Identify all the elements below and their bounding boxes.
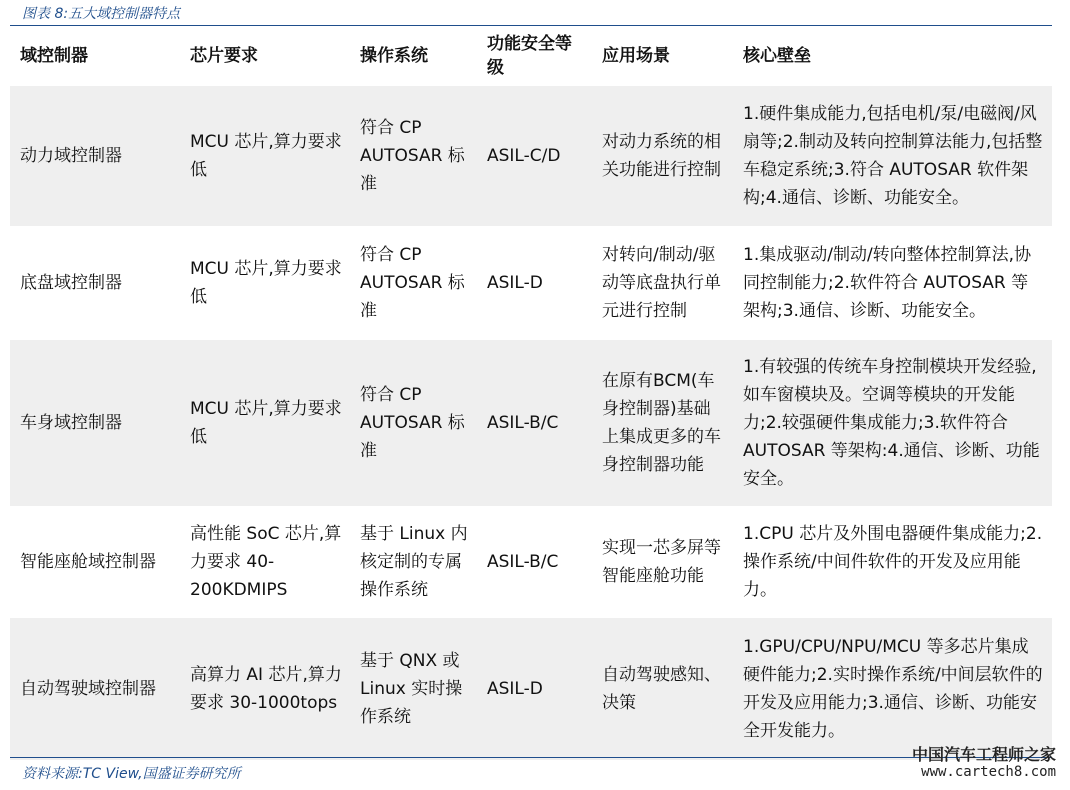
cell-barrier: 1.集成驱动/制动/转向整体控制算法,协同控制能力;2.软件符合 AUTOSAR 等架构;3.通信、诊断、功能安全。 [733, 226, 1052, 340]
domain-controller-table [10, 26, 1052, 760]
cell-os: 基于 Linux 内核定制的专属操作系统 [350, 506, 477, 618]
header-asil: 功能安全等级 [487, 34, 572, 78]
figure-caption: 图表 8:五大域控制器特点 [22, 6, 181, 22]
source-note: 资料来源:TC View,国盛证券研究所 [22, 766, 241, 782]
cell-os: 基于 QNX 或 Linux 实时操作系统 [350, 618, 477, 760]
cell-asil: ASIL-B/C [477, 340, 592, 506]
table-row [10, 340, 1052, 506]
watermark-name: 中国汽车工程师之家 [911, 745, 1056, 764]
cell-scenario: 自动驾驶感知、决策 [592, 618, 733, 760]
cell-barrier: 1.有较强的传统车身控制模块开发经验,如车窗模块及。空调等模块的开发能力;2.较强硬件集成能力;3.软件符合 AUTOSAR 等架构:4.通信、诊断、功能安全。 [733, 340, 1052, 506]
table-row [10, 618, 1052, 760]
table-row [10, 86, 1052, 226]
header-os: 操作系统 [360, 46, 428, 66]
header-scenario: 应用场景 [602, 46, 670, 66]
cell-scenario: 实现一芯多屏等智能座舱功能 [592, 506, 733, 618]
cell-barrier: 1.硬件集成能力,包括电机/泵/电磁阀/风扇等;2.制动及转向控制算法能力,包括整车稳定系统;3.符合 AUTOSAR 软件架构;4.通信、诊断、功能安全。 [733, 86, 1052, 226]
table-row [10, 226, 1052, 340]
bottom-rule [10, 757, 1052, 758]
cell-domain: 智能座舱域控制器 [10, 506, 180, 618]
cell-chip: MCU 芯片,算力要求低 [180, 340, 350, 506]
cell-chip: MCU 芯片,算力要求低 [180, 86, 350, 226]
cell-barrier: 1.GPU/CPU/NPU/MCU 等多芯片集成硬件能力;2.实时操作系统/中间层软件的开发及应用能力;3.通信、诊断、功能安全开发能力。 [733, 618, 1052, 760]
cell-os: 符合 CP AUTOSAR 标准 [350, 86, 477, 226]
cell-chip: 高算力 AI 芯片,算力要求 30-1000tops [180, 618, 350, 760]
header-chip: 芯片要求 [190, 46, 258, 66]
cell-scenario: 对动力系统的相关功能进行控制 [592, 86, 733, 226]
table-header-row [10, 26, 1052, 86]
cell-scenario: 在原有BCM(车身控制器)基础上集成更多的车身控制器功能 [592, 340, 733, 506]
table-row [10, 506, 1052, 618]
cell-domain: 自动驾驶域控制器 [10, 618, 180, 760]
cell-asil: ASIL-B/C [477, 506, 592, 618]
cell-scenario: 对转向/制动/驱动等底盘执行单元进行控制 [592, 226, 733, 340]
cell-asil: ASIL-D [477, 226, 592, 340]
cell-os: 符合 CP AUTOSAR 标准 [350, 226, 477, 340]
cell-domain: 底盘域控制器 [10, 226, 180, 340]
cell-domain: 动力域控制器 [10, 86, 180, 226]
cell-asil: ASIL-D [477, 618, 592, 760]
cell-domain: 车身域控制器 [10, 340, 180, 506]
header-barrier: 核心壁垒 [743, 46, 811, 66]
cell-asil: ASIL-C/D [477, 86, 592, 226]
cell-chip: 高性能 SoC 芯片,算力要求 40-200KDMIPS [180, 506, 350, 618]
cell-barrier: 1.CPU 芯片及外围电器硬件集成能力;2.操作系统/中间件软件的开发及应用能力。 [733, 506, 1052, 618]
header-domain: 域控制器 [20, 46, 88, 66]
cell-chip: MCU 芯片,算力要求低 [180, 226, 350, 340]
cell-os: 符合 CP AUTOSAR 标准 [350, 340, 477, 506]
watermark-url: www.cartech8.com [921, 764, 1056, 780]
